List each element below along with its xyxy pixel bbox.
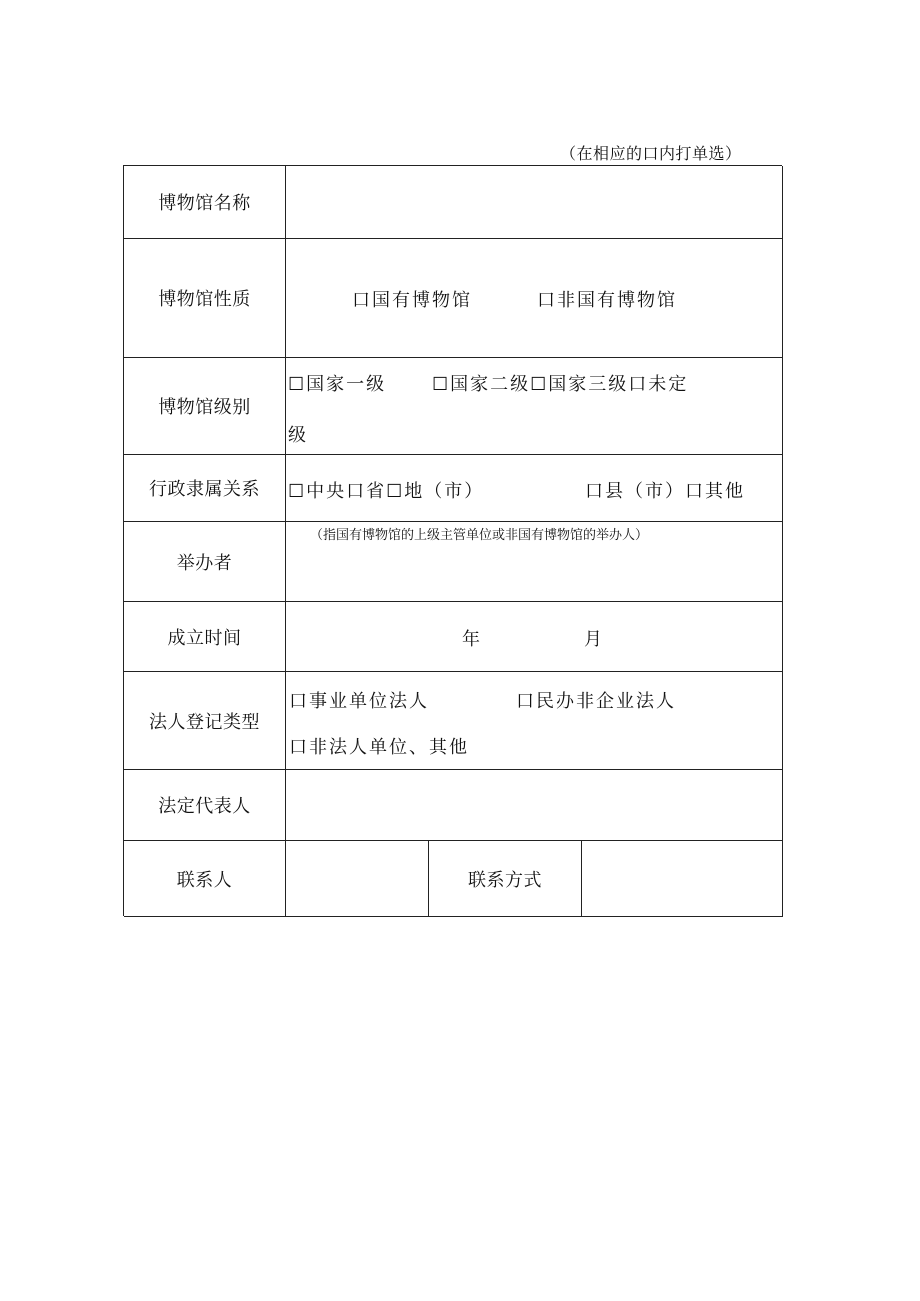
contact-person-field[interactable] — [286, 841, 429, 917]
instruction-note: （在相应的口内打单选） — [560, 144, 742, 163]
founded-label: 成立时间 — [124, 602, 286, 672]
museum-level-field — [286, 358, 783, 455]
legal-rep-field[interactable] — [286, 770, 783, 841]
contact-method-field[interactable] — [582, 841, 783, 917]
legal-type-field — [286, 672, 783, 770]
organizer-note: （指国有博物馆的上级主管单位或非国有博物馆的举办人） — [310, 528, 649, 543]
organizer-field[interactable] — [286, 522, 783, 602]
museum-registration-form — [123, 165, 782, 916]
affiliation-county-other-options[interactable]: 口县（市）口其他 — [585, 481, 745, 502]
founded-field[interactable] — [286, 602, 783, 672]
museum-name-field[interactable] — [286, 166, 783, 239]
level-other-options[interactable]: ☐国家二级☐国家三级口未定 — [432, 374, 689, 395]
public-institution-checkbox[interactable]: 口事业单位法人 — [289, 691, 429, 712]
organizer-label: 举办者 — [124, 522, 286, 602]
non-state-owned-checkbox[interactable]: 口非国有博物馆 — [537, 290, 677, 311]
legal-type-label: 法人登记类型 — [124, 672, 286, 770]
state-owned-checkbox[interactable]: 口国有博物馆 — [352, 290, 472, 311]
founded-year-unit: 年 — [462, 629, 482, 650]
level-wrap-text: 级 — [288, 425, 308, 446]
legal-rep-label: 法定代表人 — [124, 770, 286, 841]
museum-name-label: 博物馆名称 — [124, 166, 286, 239]
affiliation-field — [286, 455, 783, 522]
museum-nature-label: 博物馆性质 — [124, 239, 286, 358]
museum-nature-field — [286, 239, 783, 358]
private-non-enterprise-checkbox[interactable]: 口民办非企业法人 — [516, 691, 676, 712]
contact-method-label: 联系方式 — [429, 841, 582, 917]
non-legal-entity-checkbox[interactable]: 口非法人单位、其他 — [289, 737, 469, 758]
founded-month-unit: 月 — [584, 629, 604, 650]
level-national-first-checkbox[interactable]: ☐国家一级 — [288, 374, 387, 395]
contact-person-label: 联系人 — [124, 841, 286, 917]
affiliation-label: 行政隶属关系 — [124, 455, 286, 522]
museum-level-label: 博物馆级别 — [124, 358, 286, 455]
affiliation-central-province-city-options[interactable]: ☐中央口省☐地（市） — [288, 481, 485, 502]
